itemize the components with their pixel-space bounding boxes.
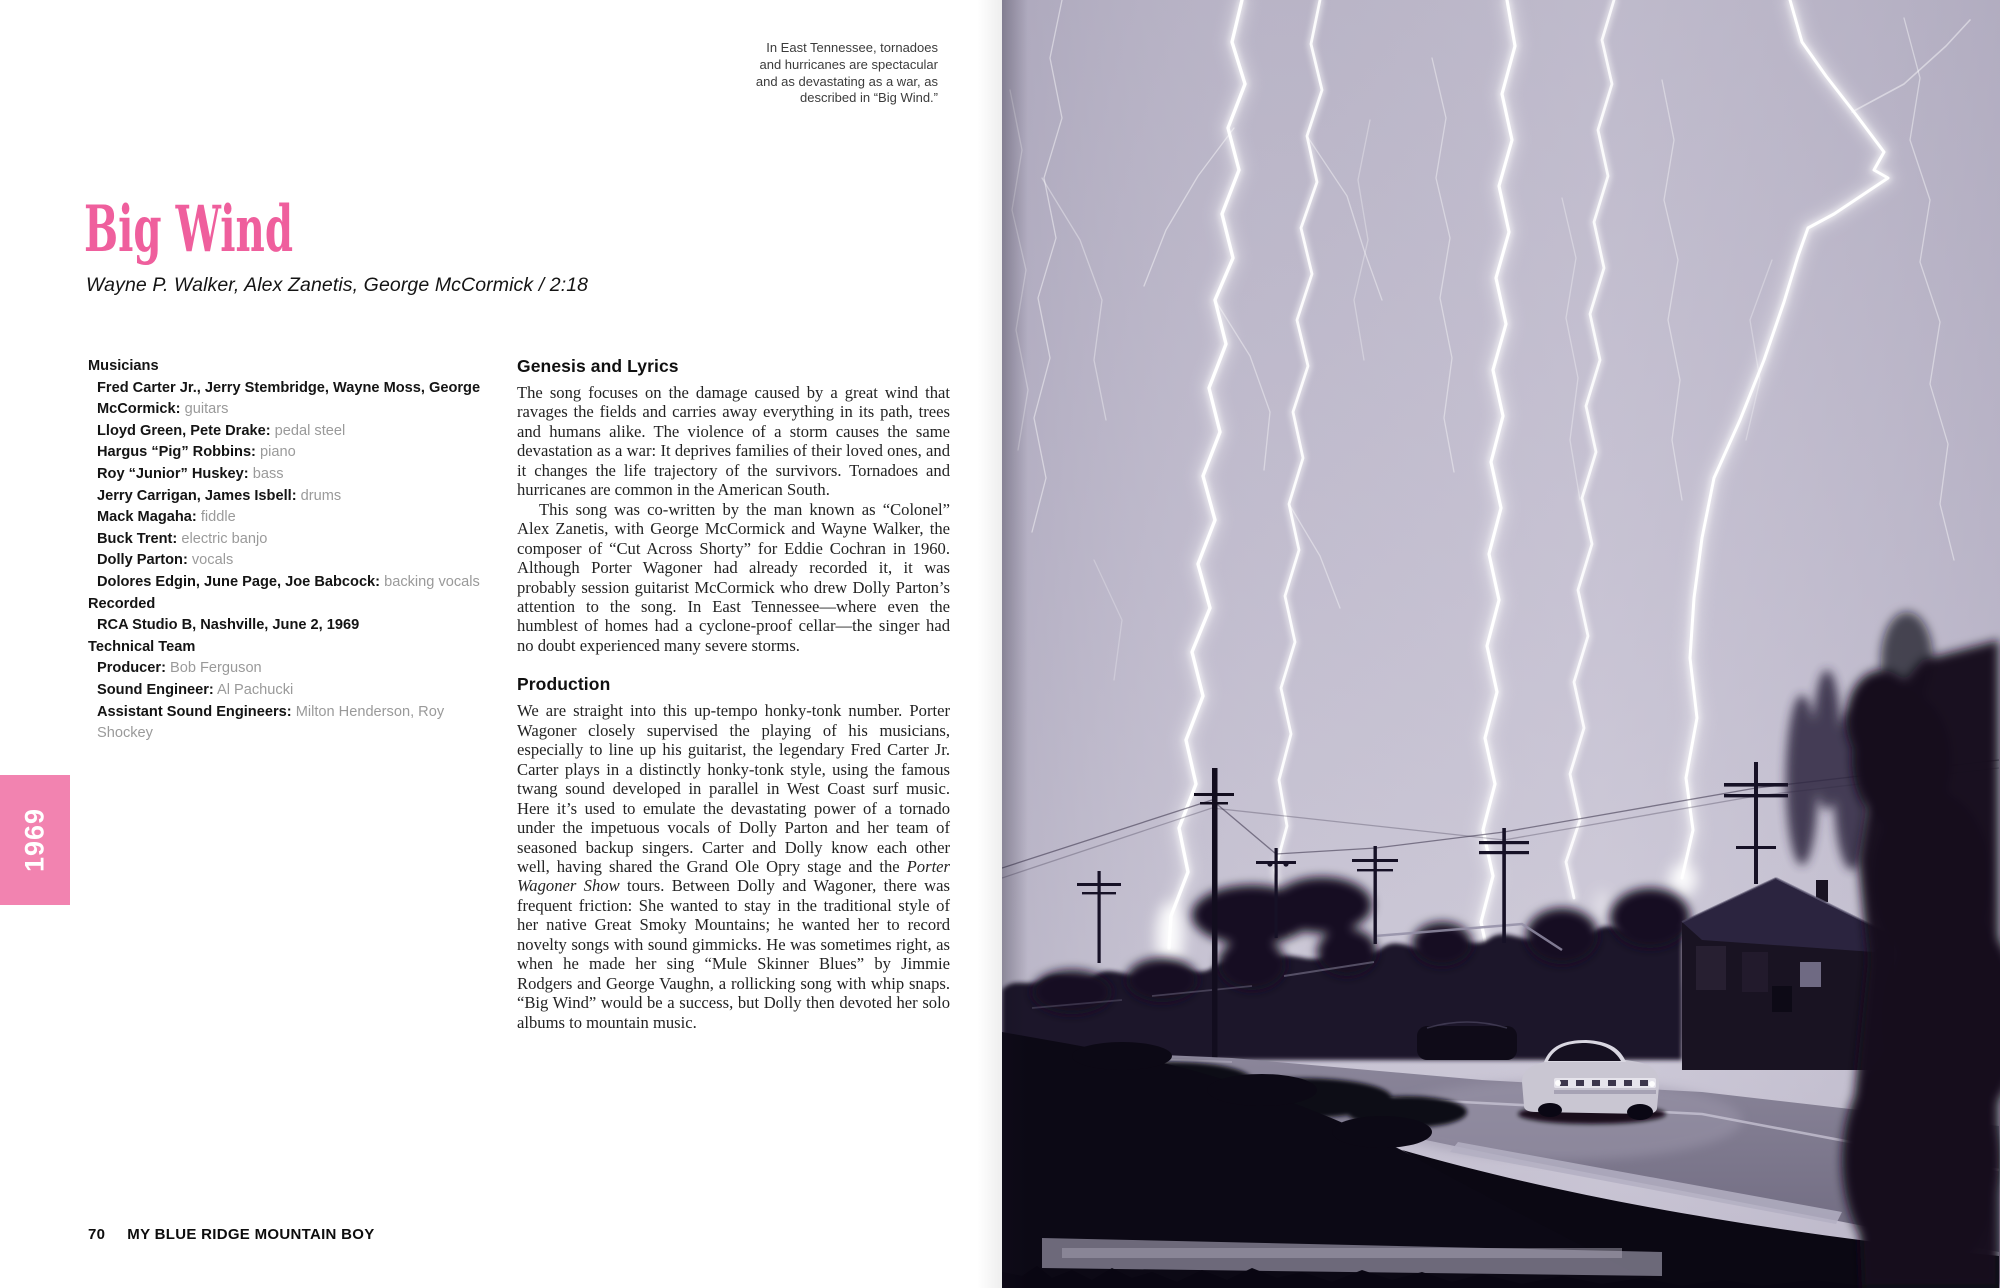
book-title: MY BLUE RIDGE MOUNTAIN BOY	[127, 1226, 375, 1243]
musician-row: Jerry Carrigan, James Isbell: drums	[97, 487, 342, 504]
parked-dark-car	[1417, 1022, 1517, 1060]
caption-line: described in “Big Wind.”	[800, 90, 938, 106]
musicians-heading: Musicians	[88, 358, 159, 374]
lightning-photo-art	[1002, 0, 2000, 1288]
page-number: 70	[88, 1226, 106, 1243]
year-tab	[0, 775, 70, 905]
production-heading: Production	[517, 674, 611, 695]
caption-line: In East Tennessee, tornadoes	[766, 40, 938, 55]
caption-line: and as devastating as a war, as	[755, 73, 938, 89]
page-gutter-shadow	[977, 0, 1003, 1288]
production-paragraph: We are straight into this up-tempo honky-tonk number. Porter Wagoner closely supervised the playing of his musicians, especially to line up his guitarist, the legendary Fred Carter Jr. Carter plays in a distinctly honky-tonk style, using the famous twang sound developed in parallel in West Coast surf music. Here it’s used to emulate the devastating power of a tornado under the impetuous vocals of Dolly Parton and her team of seasoned backup singers. Carter and Dolly know each other well, having shared the Grand Ole Opry stage and the Porter Wagoner Show tours. Between Dolly and Wagoner, there was frequent friction: She wanted to stay in the traditional style of her native Great Smoky Mountains; he wanted her to record novelty songs with sound gimmicks. He was sometimes right, as when he made her sing “Mule Skinner Blues” by Jimmie Rodgers and George Vaughn, a rollicking song with whip snaps. “Big Wind” would be a success, but Dolly then devoted her solo albums to mountain music.	[517, 701, 950, 1032]
photo-gutter-shade	[1002, 0, 1028, 1288]
song-title: Big Wind	[84, 192, 294, 267]
lightning-photo	[1002, 0, 2000, 1288]
italic-show-title: Porter Wagoner Show	[517, 856, 950, 896]
song-credit: Wayne P. Walker, Alex Zanetis, George McCormick / 2:18	[86, 274, 589, 296]
year-tab-label: 1969	[19, 807, 50, 873]
recorded-row: RCA Studio B, Nashville, June 2, 1969	[97, 617, 360, 634]
musician-row: Mack Magaha: fiddle	[97, 509, 236, 526]
article-column	[517, 356, 950, 1032]
technical-heading: Technical Team	[88, 638, 196, 655]
credits-panel	[88, 356, 486, 745]
page-footer	[88, 1226, 375, 1243]
musician-row: Fred Carter Jr., Jerry Stembridge, Wayne Moss, George McCormick: guitars	[97, 379, 481, 418]
musician-row: Dolly Parton: vocals	[97, 552, 234, 569]
genesis-paragraph: This song was co-written by the man known as “Colonel” Alex Zanetis, with George McCormick and Wayne Walker, the composer of “Cut Across Shorty” for Eddie Cochran in 1960. Although Porter Wagoner had already recorded it, it was probably session guitarist McCormick who drew Dolly Parton’s attention to the song. In East Tennessee—where even the humblest of homes had a cyclone-proof cellar—the singer had no doubt experienced many severe storms.	[517, 499, 950, 655]
musician-row: Buck Trent: electric banjo	[97, 530, 268, 547]
technical-row: Producer: Bob Ferguson	[97, 660, 262, 677]
technical-row: Assistant Sound Engineers: Milton Henderson, Roy Shockey	[97, 703, 445, 742]
musician-row: Dolores Edgin, June Page, Joe Babcock: backing vocals	[97, 573, 480, 590]
technical-row: Sound Engineer: Al Pachucki	[97, 681, 294, 698]
musician-row: Roy “Junior” Huskey: bass	[97, 465, 284, 482]
photo-caption	[722, 40, 938, 107]
musician-row: Lloyd Green, Pete Drake: pedal steel	[97, 422, 346, 439]
musician-row: Hargus “Pig” Robbins: piano	[97, 444, 296, 461]
genesis-paragraph: The song focuses on the damage caused by a great wind that ravages the fields and carries away everything in its path, trees and humans alike. The violence of a storm causes the same devastation as a war: It deprives families of their loved ones, and it changes the life trajectory of the survivors. Tornadoes and hurricanes are common in the American South.	[517, 383, 950, 500]
recorded-heading: Recorded	[88, 595, 156, 612]
genesis-heading: Genesis and Lyrics	[517, 356, 679, 376]
caption-line: and hurricanes are spectacular	[759, 56, 938, 72]
